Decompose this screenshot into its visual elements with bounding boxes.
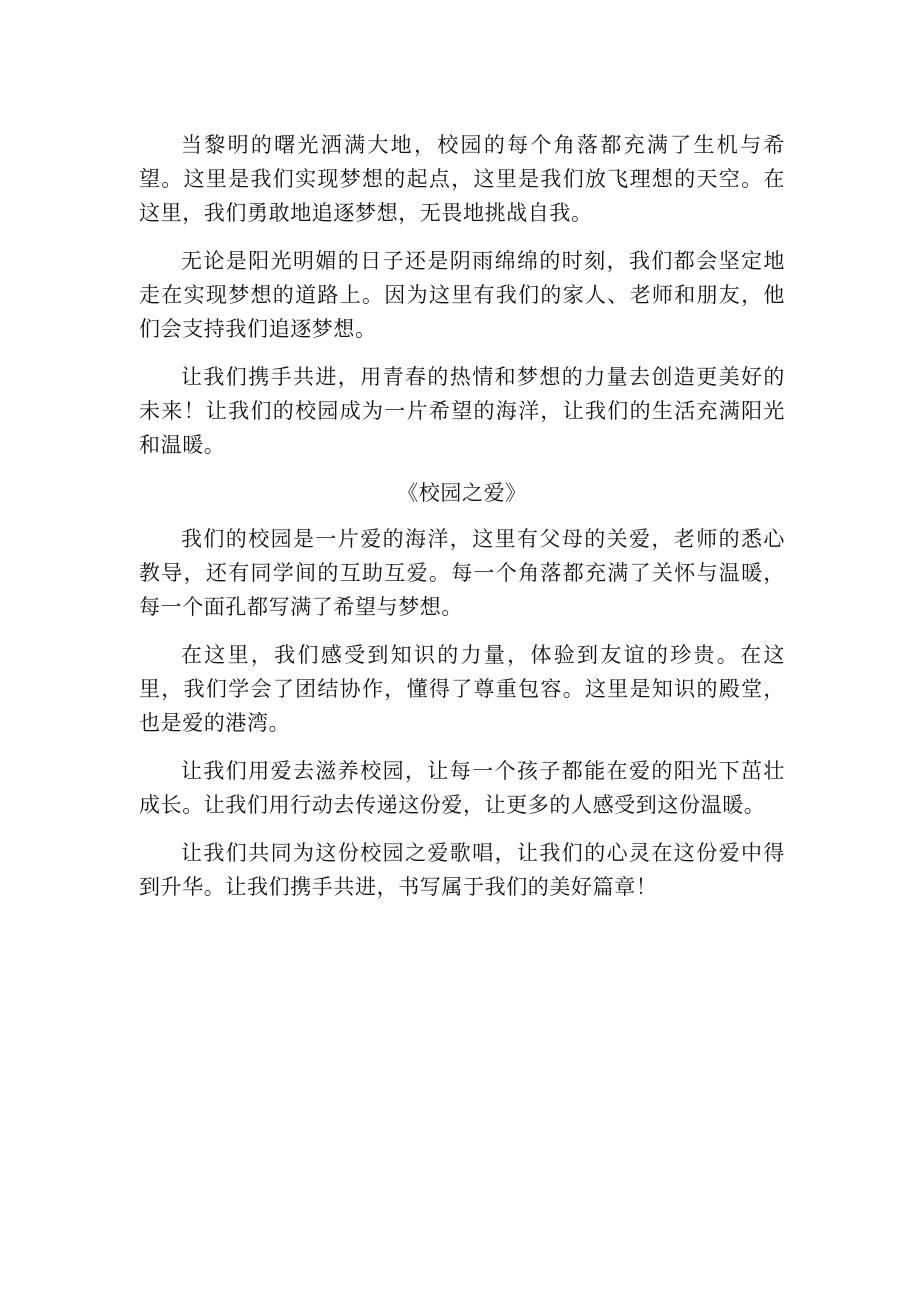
paragraph-section-4: 让我们共同为这份校园之爱歌唱，让我们的心灵在这份爱中得到升华。让我们携手共进，书写属于我们的美好篇章！ <box>139 841 785 899</box>
paragraph-section-1: 我们的校园是一片爱的海洋，这里有父母的关爱，老师的悉心教导，还有同学间的互助互爱。每一个角落都充满了关怀与温暖，每一个面孔都写满了希望与梦想。 <box>139 527 785 619</box>
paragraph-intro-3: 让我们携手共进，用青春的热情和梦想的力量去创造更美好的未来！让我们的校园成为一片希望的海洋，让我们的生活充满阳光和温暖。 <box>139 365 785 457</box>
paragraph-intro-2: 无论是阳光明媚的日子还是阴雨绵绵的时刻，我们都会坚定地走在实现梦想的道路上。因为这里有我们的家人、老师和朋友，他们会支持我们追逐梦想。 <box>139 249 785 341</box>
paragraph-intro-1: 当黎明的曙光洒满大地，校园的每个角落都充满了生机与希望。这里是我们实现梦想的起点，这里是我们放飞理想的天空。在这里，我们勇敢地追逐梦想，无畏地挑战自我。 <box>139 133 785 225</box>
paragraph-section-2: 在这里，我们感受到知识的力量，体验到友谊的珍贵。在这里，我们学会了团结协作，懂得了尊重包容。这里是知识的殿堂，也是爱的港湾。 <box>139 643 785 735</box>
section-title: 《校园之爱》 <box>397 481 527 505</box>
document-page <box>139 128 785 918</box>
paragraph-section-3: 让我们用爱去滋养校园，让每一个孩子都能在爱的阳光下茁壮成长。让我们用行动去传递这份爱，让更多的人感受到这份温暖。 <box>139 759 785 817</box>
